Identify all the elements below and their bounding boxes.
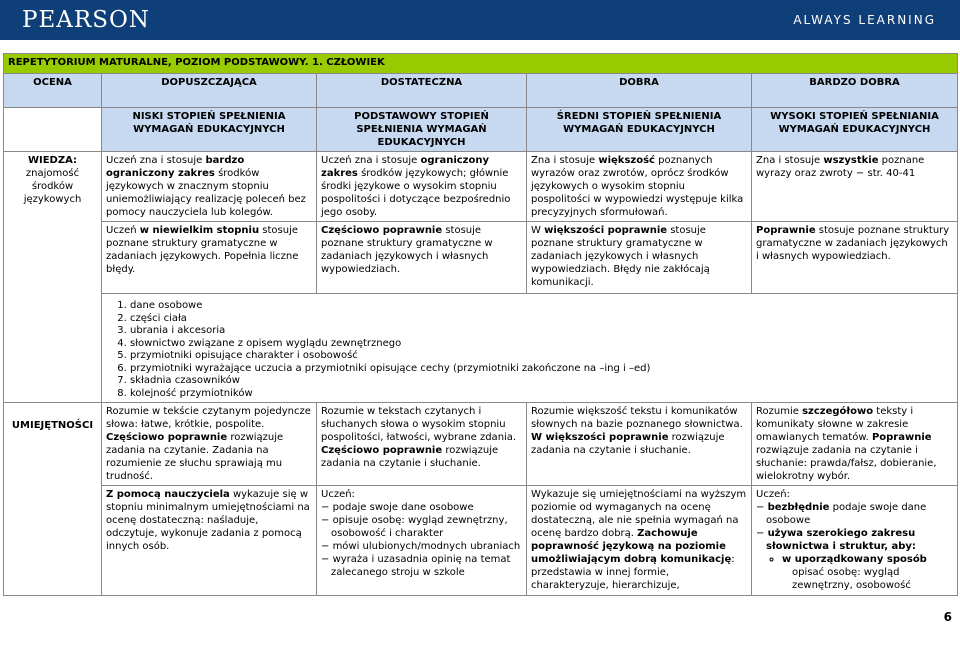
requirements-table [3,53,958,596]
list-item: − używa szerokiego zakresu słownictwa i struktur, aby: ◦ w uporządkowany sposób opisać osobę: wygląd zewnętrzny, osobowość [756,527,953,592]
vocab-topics-cell [102,294,958,403]
level-high: WYSOKI STOPIEŃ SPEŁNIANIA WYMAGAŃ EDUKACYJNYCH [752,108,958,152]
category-wiedza-sub: znajomość środków językowych [23,168,82,205]
speaking-list-advanced [756,501,953,592]
category-umiejetnosci [4,403,102,596]
vocab-cell-dobra: Zna i stosuje większość poznanych wyrazów oraz zwrotów, oprócz środków językowych o wysokim stopniu pospolitości w wypowiedzi występuje kilka precyzyjnych sformułowań. [527,152,752,222]
grammar-cell-dopuszczajaca: Uczeń w niewielkim stopniu stosuje poznane struktury gramatyczne w zadaniach językowych. Popełnia liczne błędy. [102,222,317,294]
skills-cell-dopuszczajaca: Rozumie w tekście czytanym pojedyncze słowa: łatwe, krótkie, pospolite. Częściowo poprawnie rozwiązuje zadania na czytanie. Zadania na rozumienie ze słuchu sprawiają mu trudność. [102,403,317,486]
grammar-cell-dobra: W większości poprawnie stosuje poznane struktury gramatyczne w zadaniach językowych i własnych wypowiedziach. Błędy nie zakłócają komunikacji. [527,222,752,294]
list-item: 6. przymiotniki wyrażające uczucia a przymiotniki opisujące cechy (przymiotniki zakończone na –ing i –ed) [130,363,953,376]
list-item: − podaje swoje dane osobowe [321,502,474,513]
grade-header-dostateczna: DOSTATECZNA [317,74,527,108]
speaking-cell-dobra: Wykazuje się umiejętnościami na wyższym poziomie od wymaganych na ocenę dostateczną, ale nie spełnia wymagań na ocenę bardzo dobrą. Zachowuje poprawność językową na poziomie umożliwiającym dobrą komunikację: przedstawia w innej formie, charakteryzuje, hierarchizuje, [527,486,752,596]
tagline: ALWAYS LEARNING [793,13,936,27]
vocab-cell-dostateczna: Uczeń zna i stosuje ograniczony zakres środków językowych; głównie środki językowe o wysokim stopniu pospolitości i dotyczące bezpośrednio jego osoby. [317,152,527,222]
list-item: − bezbłędnie podaje swoje dane osobowe [756,502,927,526]
document-title: REPETYTORIUM MATURALNE, POZIOM PODSTAWOWY. 1. CZŁOWIEK [4,54,958,74]
page-number: 6 [943,610,952,624]
list-item: 7. składnia czasowników [130,375,953,388]
skills-cell-dobra: Rozumie większość tekstu i komunikatów słownych na bazie poznanego słownictwa. W większości poprawnie rozwiązuje zadania na czytanie i słuchanie. [527,403,752,486]
vocab-cell-bardzo-dobra: Zna i stosuje wszystkie poznane wyrazy oraz zwroty − str. 40-41 [752,152,958,222]
skills-cell-dostateczna: Rozumie w tekstach czytanych i słuchanych słowa o wysokim stopniu pospolitości, łatwości, wybrane zdania. Częściowo poprawnie rozwiązuje zadania na czytanie i słuchanie. [317,403,527,486]
publisher-banner [0,0,960,40]
vocab-topics-list [130,300,953,400]
list-item: 4. słownictwo związane z opisem wyglądu zewnętrznego [130,338,953,351]
grade-header-bardzo-dobra: BARDZO DOBRA [752,74,958,108]
intro-text: Uczeń: [756,489,790,500]
grade-header-dobra: DOBRA [527,74,752,108]
list-item: 2. części ciała [130,313,953,326]
skills-cell-bardzo-dobra: Rozumie szczegółowo teksty i komunikaty słowne w zakresie omawianych tematów. Poprawnie rozwiązuje zadania na czytanie i słuchanie: prawda/fałsz, dobieranie, wielokrotny wybór. [752,403,958,486]
grammar-cell-bardzo-dobra: Poprawnie stosuje poznane struktury gramatyczne w zadaniach językowych i własnych wypowiedziach. [752,222,958,294]
vocab-cell-dopuszczajaca: Uczeń zna i stosuje bardzo ograniczony zakres środków językowych w znacznym stopniu uniemożliwiający realizację poleceń bez pomocy nauczyciela lub kolegów. [102,152,317,222]
sub-list [782,553,953,592]
list-item: 3. ubrania i akcesoria [130,325,953,338]
category-wiedza-title: WIEDZA: [27,155,78,166]
list-item: − opisuje osobę: wygląd zewnętrzny, osobowość i charakter [321,515,508,539]
list-item: ◦ w uporządkowany sposób opisać osobę: wygląd zewnętrzny, osobowość [782,553,953,592]
category-wiedza [4,152,102,403]
grade-header-ocena: OCENA [4,74,102,108]
list-item: − mówi ulubionych/modnych ubraniach [321,541,521,552]
speaking-cell-dostateczna [317,486,527,596]
category-umiejetnosci-title: UMIEJĘTNOŚCI [11,420,94,431]
level-basic: PODSTAWOWY STOPIEŃ SPEŁNIENIA WYMAGAŃ EDUKACYJNYCH [317,108,527,152]
list-item: 1. dane osobowe [130,300,953,313]
grade-header-dopuszczajaca: DOPUSZCZAJĄCA [102,74,317,108]
list-item: 8. kolejność przymiotników [130,388,953,401]
speaking-list [321,501,522,579]
intro-text: Uczeń: [321,489,355,500]
speaking-cell-dopuszczajaca: Z pomocą nauczyciela wykazuje się w stopniu minimalnym umiejętnościami na ocenę dostateczną: naśladuje, odczytuje, wykonuje zadania z pomocą innych osób. [102,486,317,596]
speaking-cell-bardzo-dobra [752,486,958,596]
list-item: 5. przymiotniki opisujące charakter i osobowość [130,350,953,363]
list-item: − wyraża i uzasadnia opinię na temat zalecanego stroju w szkole [321,554,511,578]
grammar-cell-dostateczna: Częściowo poprawnie stosuje poznane struktury gramatyczne w zadaniach językowych i własnych wypowiedziach. [317,222,527,294]
level-medium: ŚREDNI STOPIEŃ SPEŁNIENIA WYMAGAŃ EDUKACYJNYCH [527,108,752,152]
pearson-logo: PEARSON [22,7,150,33]
level-low: NISKI STOPIEŃ SPEŁNIENIA WYMAGAŃ EDUKACYJNYCH [102,108,317,152]
blank-cell [4,108,102,152]
